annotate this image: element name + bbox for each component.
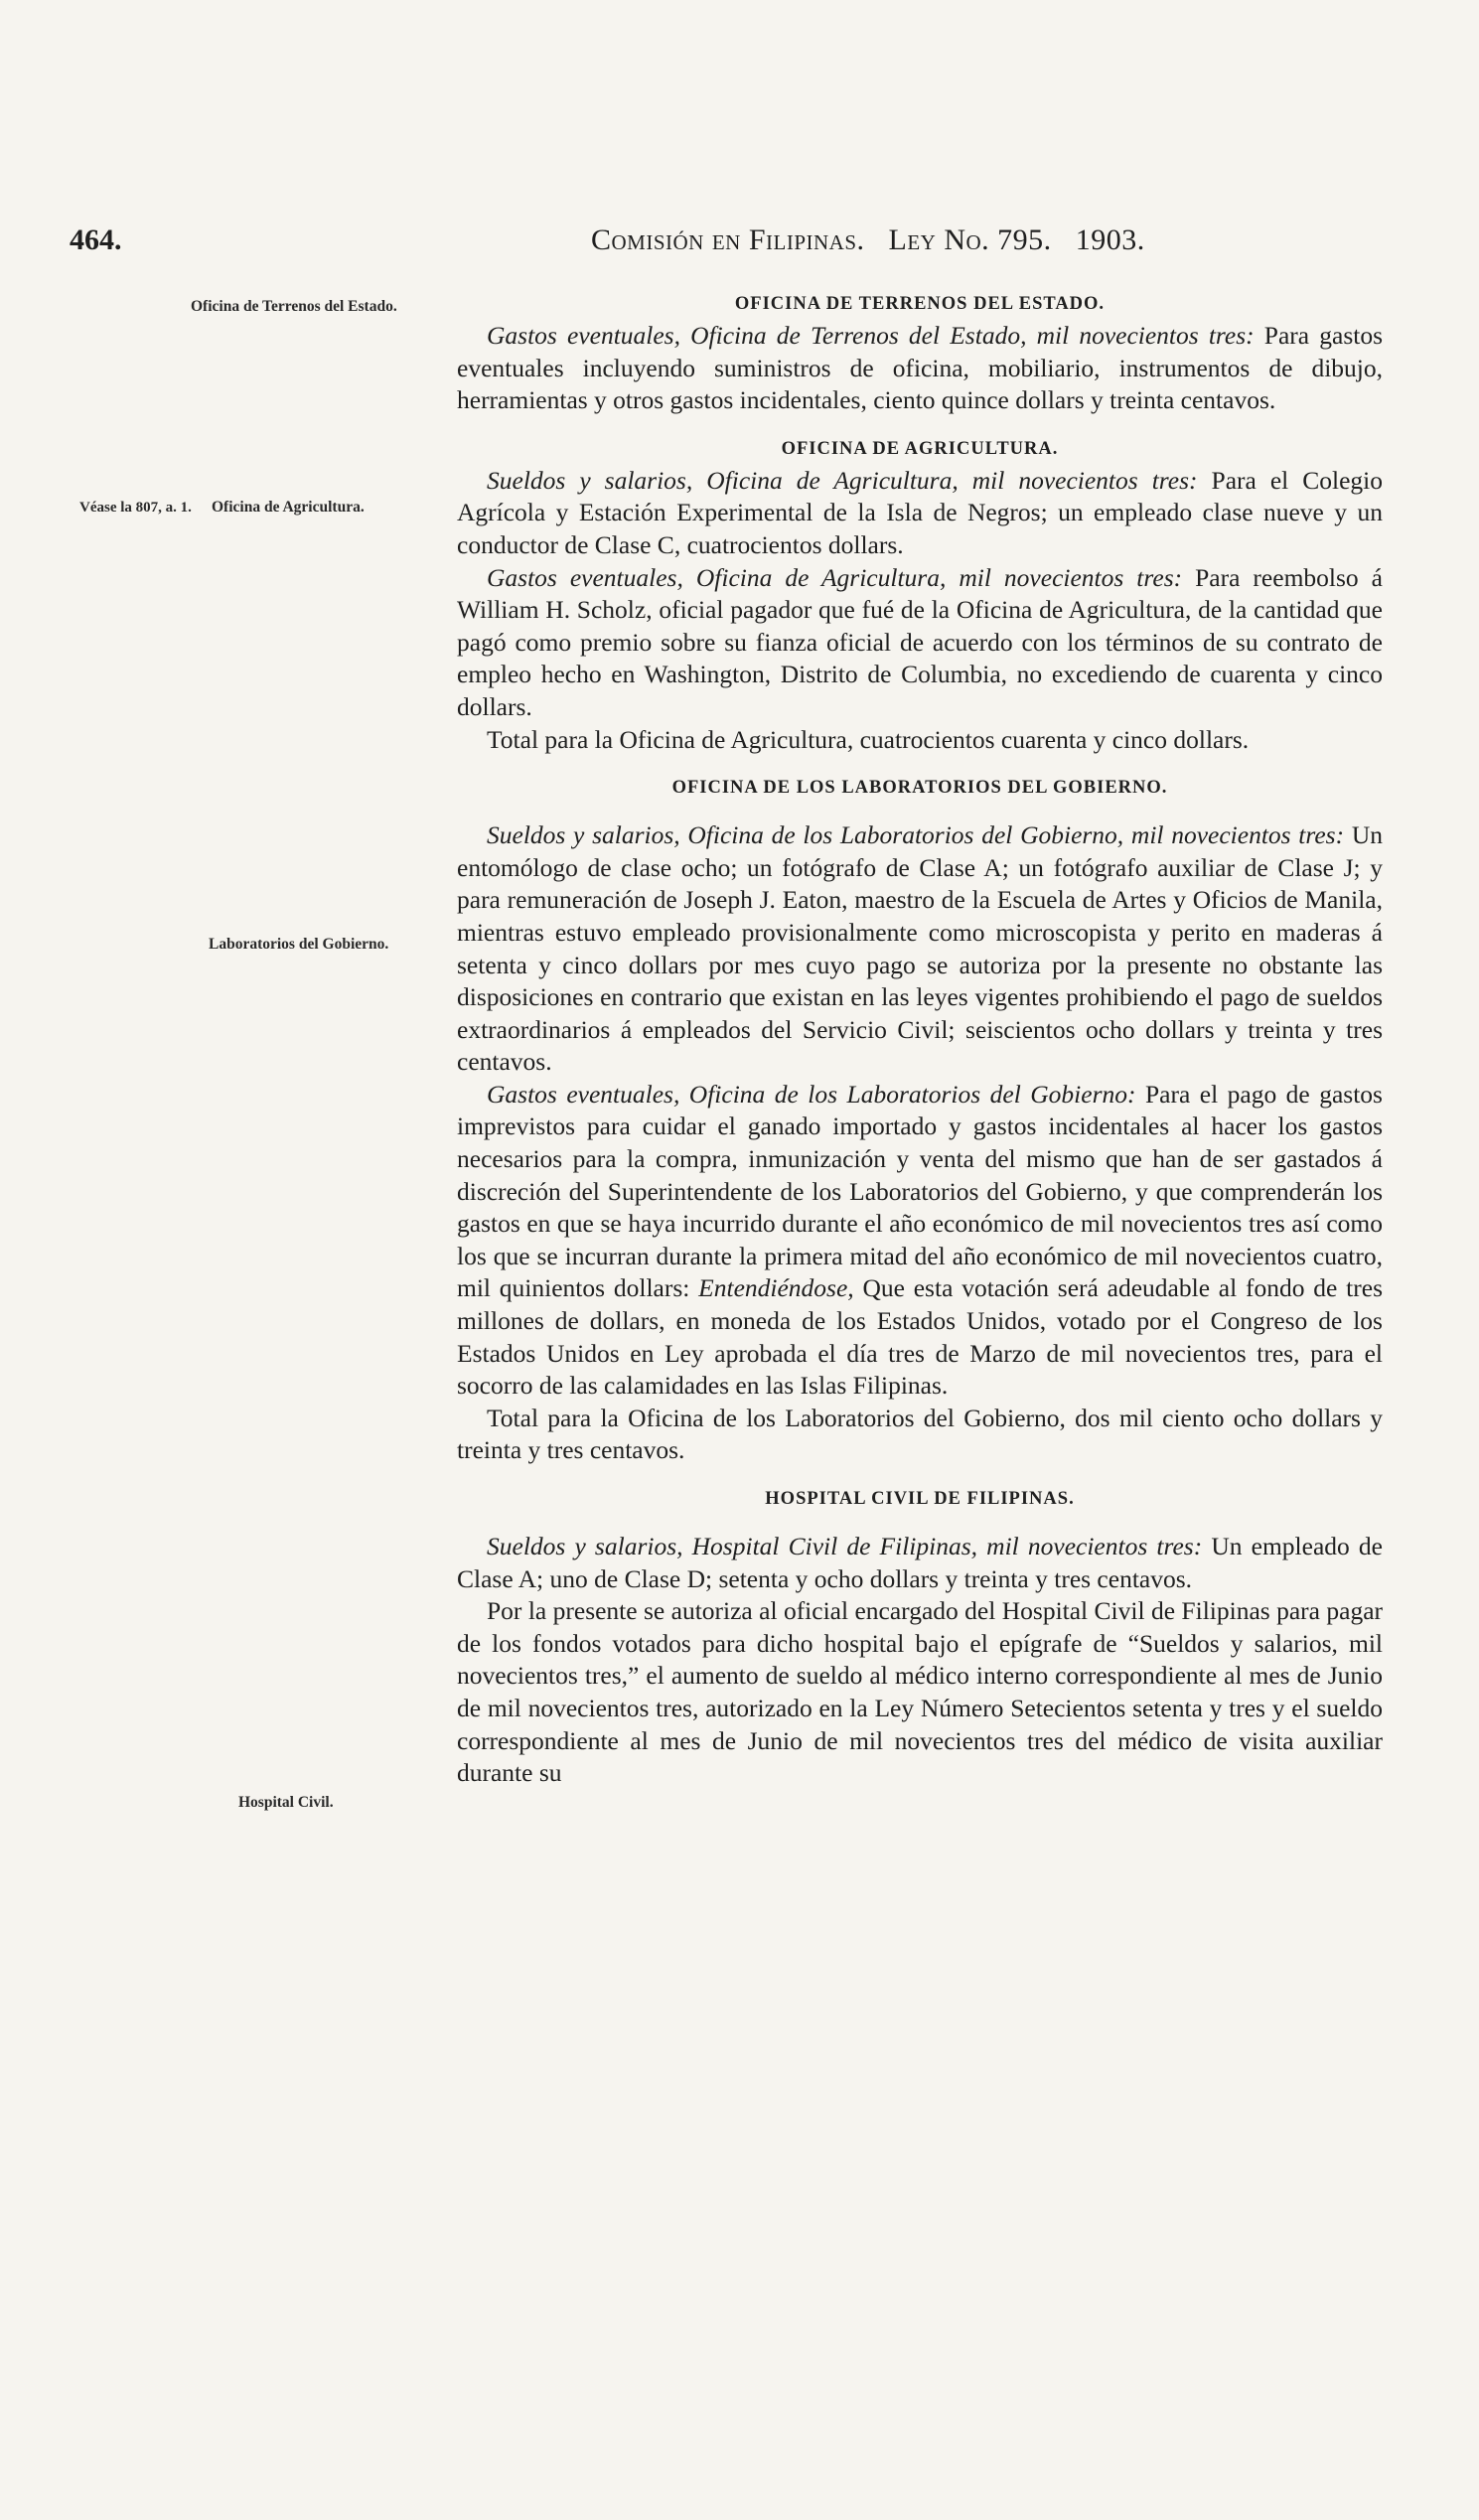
paragraph-laboratorios-sueldos [457,819,1383,1079]
sidenote-agricultura: Oficina de Agricultura. [212,499,365,516]
paragraph-terrenos-gastos [457,320,1383,417]
italic-lead: Gastos eventuales, Oficina de Agricultura, mil novecientos tres: [487,562,1183,592]
paragraph-text: Un empleado de Clase A; uno de Clase D; setenta y ocho dollars y treinta y tres centavos. [457,1532,1383,1593]
paragraph-hospital-autorizacion: Por la presente se autoriza al oficial encargado del Hospital Civil de Filipinas para pagar de los fondos votados para dicho hospital bajo el epígrafe de “Sueldos y salarios, mil novecientos tres,” el aumento de sueldo al médico interno correspondiente al mes de Junio de mil novecientos tres, autorizado en la Ley Número Setecientos setenta y tres y el sueldo correspondiente al mes de Junio de mil novecientos tres del médico de visita auxiliar durante su [457,1596,1383,1788]
italic-lead: Gastos eventuales, Oficina de los Laboratorios del Gobierno: [487,1079,1136,1109]
italic-lead: Sueldos y salarios, Hospital Civil de Filipinas, mil novecientos tres: [487,1532,1203,1560]
paragraph-agricultura-gastos [457,562,1383,724]
running-title [591,223,1145,257]
italic-lead: Gastos eventuales, Oficina de Terrenos del Estado, mil novecientos tres: [487,321,1255,350]
paragraph-laboratorios-gastos [457,1079,1383,1403]
paragraph-text: Para reembolso á William H. Scholz, oficial pagador que fué de la Oficina de Agricultura, de la cantidad que pagó como premio sobre su fianza oficial de acuerdo con los términos de su contrato de empleo hecho en Washington, Distrito de Columbia, no excediendo de cuarenta y cinco dollars. [457,562,1383,721]
heading-terrenos: OFICINA DE TERRENOS DEL ESTADO. [734,294,1106,314]
paragraph-text: Un entomólogo de clase ocho; un fotógrafo de Clase A; un fotógrafo auxiliar de Clase J; y para remuneración de Joseph J. Eaton, maestro de la Escuela de Artes y Oficios de Manila, mientras estuvo empleado provisionalmente como microscopista y perito en maderas á setenta y cinco dollars por mes cuyo pago se autoriza por la presente no obstante las disposiciones en contrario que existan en las leyes vigentes prohibiendo el pago de sueldos extraordinarios á empleados del Servicio Civil; seiscientos ocho dollars y treinta y tres centavos. [457,820,1383,1077]
page-number: 464. [70,223,122,256]
main-text [457,288,1383,1790]
italic-lead: Sueldos y salarios, Oficina de Agricultura, mil novecientos tres: [487,465,1198,495]
paragraph-agricultura-total: Total para la Oficina de Agricultura, cuatrocientos cuarenta y cinco dollars. [487,724,1250,754]
sidenote-laboratorios: Laboratorios del Gobierno. [209,936,389,953]
running-title-law: Ley No. 795. [888,223,1052,256]
paragraph-text: Para el pago de gastos imprevistos para cuidar el ganado importado y gastos incidentales al hacer los gastos necesarios para la compra, inmunización y venta del mismo que han de ser gastados á discreción del Superintendente de los Laboratorios del Gobierno, y que comprenderán los gastos en que se haya incurrido durante el año económico de mil novecientos tres así como los que se incurran durante la primera mitad del año económico de mil novecientos cuatro, mil quinientos dollars: [457,1079,1383,1303]
page-header [70,223,1261,263]
paragraph-laboratorios-total: Total para la Oficina de los Laboratorios del Gobierno, dos mil ciento ocho dollars y treinta y tres centavos. [457,1403,1383,1465]
sidenote-terrenos: Oficina de Terrenos del Estado. [191,298,397,315]
heading-hospital: HOSPITAL CIVIL DE FILIPINAS. [765,1489,1075,1509]
paragraph-text: Para el Colegio Agrícola y Estación Experimental de la Isla de Negros; un empleado clase nueve y un conductor de Clase C, cuatrocientos dollars. [457,465,1384,559]
italic-lead: Sueldos y salarios, Oficina de los Laboratorios del Gobierno, mil novecientos tres: [487,820,1345,850]
italic-proviso: Entendiéndose, [698,1273,854,1303]
sidenote-vease: Véase la 807, a. 1. [79,500,192,516]
heading-laboratorios: OFICINA DE LOS LABORATORIOS DEL GOBIERNO. [671,778,1168,799]
paragraph-text: Para gastos eventuales incluyendo suministros de oficina, mobiliario, instrumentos de dibujo, herramientas y otros gastos incidentales, ciento quince dollars y treinta centavos. [457,321,1383,415]
running-title-commission: Comisión en Filipinas. [591,223,865,256]
paragraph-hospital-sueldos [457,1531,1383,1595]
sidenote-hospital: Hospital Civil. [238,1794,334,1811]
paragraph-agricultura-sueldos [457,465,1383,562]
running-title-year: 1903. [1075,223,1145,256]
paragraph-text: Que esta votación será adeudable al fondo de tres millones de dollars, en moneda de los Estados Unidos, votado por el Congreso de los Estados Unidos en Ley aprobada el día tres de Marzo de mil novecientos tres, para el socorro de las calamidades en las Islas Filipinas. [457,1273,1383,1401]
heading-agricultura: OFICINA DE AGRICULTURA. [781,438,1059,459]
